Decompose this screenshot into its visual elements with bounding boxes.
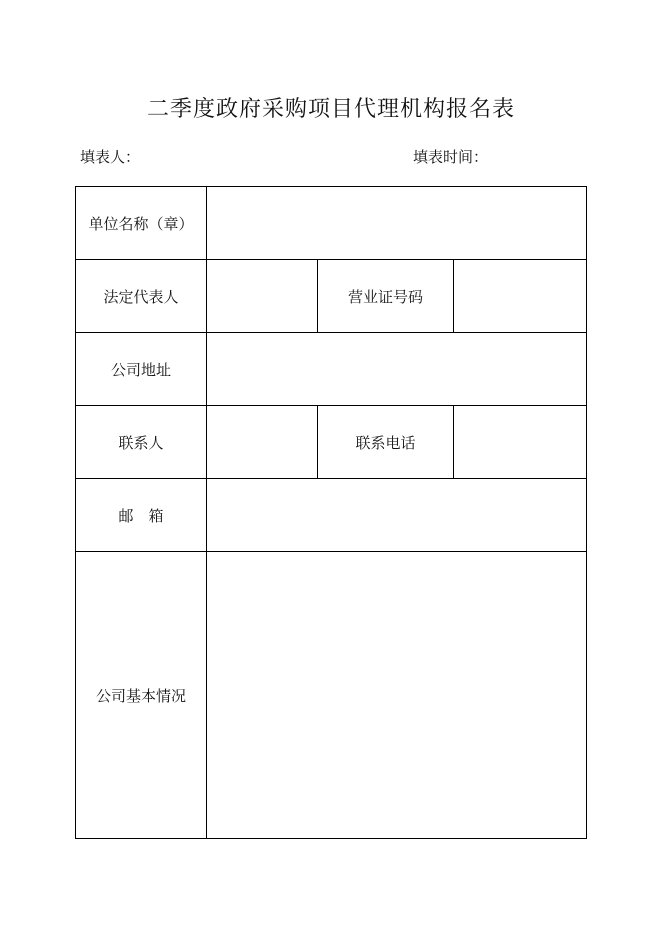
table-row	[76, 260, 587, 333]
phone-label: 联系电话	[318, 406, 454, 479]
table-row	[76, 333, 587, 406]
legal-rep-field[interactable]	[207, 260, 318, 333]
phone-field[interactable]	[454, 406, 587, 479]
business-license-label: 营业证号码	[318, 260, 454, 333]
fill-time-label: 填表时间：	[413, 148, 489, 166]
table-row	[76, 187, 587, 260]
table-row	[76, 479, 587, 552]
filler-label: 填表人：	[80, 148, 141, 166]
email-field[interactable]	[207, 479, 587, 552]
unit-name-field[interactable]	[207, 187, 587, 260]
email-label: 邮 箱	[76, 479, 207, 552]
address-label: 公司地址	[76, 333, 207, 406]
address-field[interactable]	[207, 333, 587, 406]
business-license-field[interactable]	[454, 260, 587, 333]
table-row	[76, 552, 587, 839]
contact-field[interactable]	[207, 406, 318, 479]
company-info-label: 公司基本情况	[76, 552, 207, 839]
company-info-field[interactable]	[207, 552, 587, 839]
form-title: 二季度政府采购项目代理机构报名表	[146, 97, 515, 122]
unit-name-label: 单位名称（章）	[76, 187, 207, 260]
contact-label: 联系人	[76, 406, 207, 479]
registration-form-table	[75, 186, 587, 839]
legal-rep-label: 法定代表人	[76, 260, 207, 333]
table-row	[76, 406, 587, 479]
